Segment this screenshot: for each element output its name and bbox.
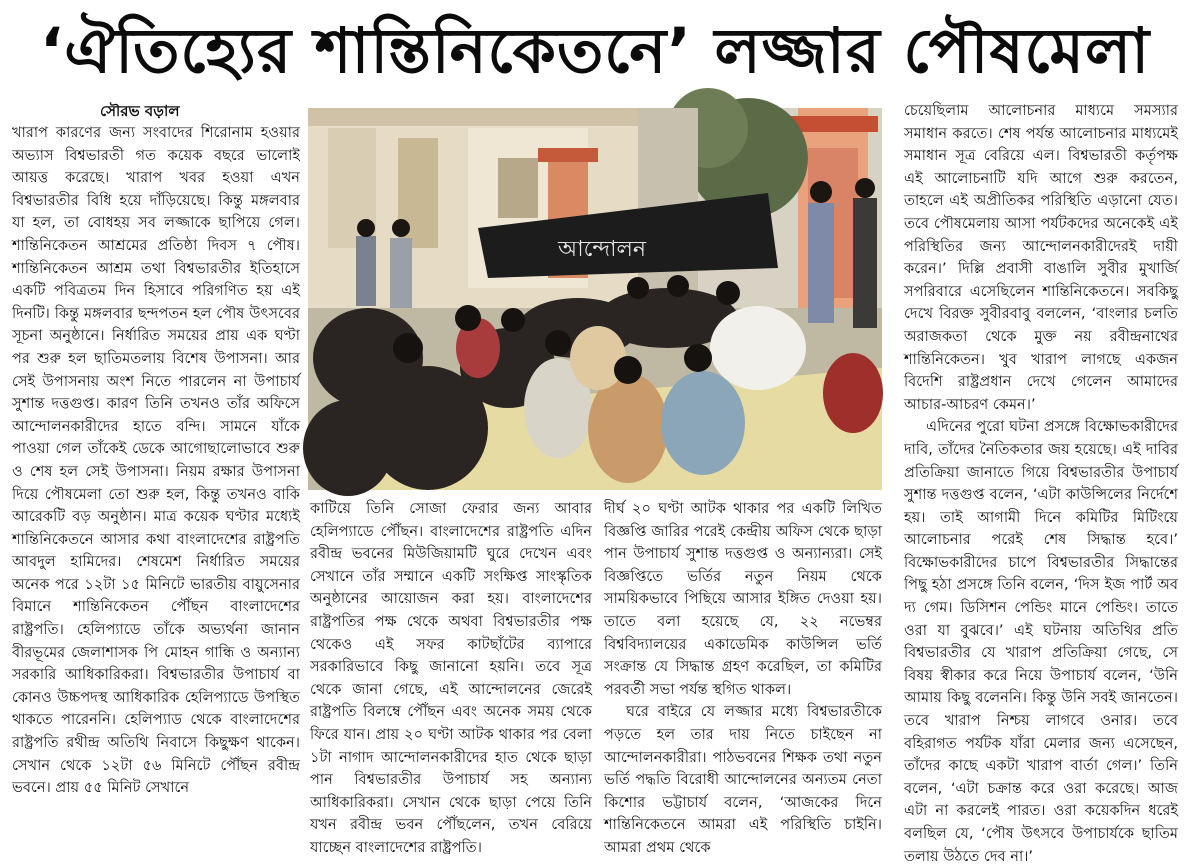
byline: সৌরভ বড়াল (100, 102, 180, 120)
article-column-3 (604, 498, 882, 856)
paragraph: চেয়েছিলাম আলোচনার মাধ্যমে সমস্যার সমাধান করতে। শেষ পর্যন্ত আলোচনার মাধ্যমেই সমাধান সূত্র বেরিয়ে এল। বিশ্বভারতী কর্তৃপক্ষ এই আলোচনাটি যদি আগে শুরু করতেন, তাহলে এই অপ্রীতিকর পরিস্থিতি এড়ানো যেত। তবে পৌষমেলায় আসা পর্যটকদের অনেকেই এই পরিস্থিতির জন্য আন্দোলনকারীদেরই দায়ী করেন।’ দিল্লি প্রবাসী বাঙালি সুবীর মুখার্জি সপরিবারে এসেছিলেন শান্তিনিকেতনে। সবকিছু দেখে বিরক্ত সুবীরবাবু বললেন, ‘বাংলার চলতি অরাজকতা থেকে মুক্ত নয় রবীন্দ্রনাথের শান্তিনিকেতন। খুব খারাপ লাগছে একজন বিদেশি রাষ্ট্রপ্রধান দেখে গেলেন আমাদের আচার-আচরণ কেমন।’ (904, 102, 1178, 413)
news-photo-sit-in-protest (308, 108, 882, 490)
paragraph: খারাপ কারণের জন্য সংবাদের শিরোনাম হওয়ার অভ্যাস বিশ্বভারতী গত কয়েক বছরে ভালোই আয়ত্ত করেছে। খারাপ খবর হওয়া এখন বিশ্বভারতীর বিধি হয়ে দাঁড়িয়েছে। কিন্তু মঙ্গলবার যা হল, তা বোধহয় সব লজ্জাকে ছাপিয়ে গেল। শান্তিনিকেতন আশ্রমের প্রতিষ্ঠা দিবস ৭ পৌষ। শান্তিনিকেতন আশ্রম তথা বিশ্বভারতীর ইতিহাসে একটি পবিত্রতম দিন হিসাবে পরিগণিত হয় এই দিনটি। কিন্তু মঙ্গলবার ছন্দপতন হল পৌষ উৎসবের সূচনা অনুষ্ঠানে। নির্ধারিত সময়ের প্রায় এক ঘণ্টা পর শুরু হল ছাতিমতলায় বিশেষ উপাসনা। আর সেই উপাসনায় অংশ নিতে পারলেন না উপাচার্য সুশান্ত দত্তগুপ্ত। কারণ তিনি তখনও তাঁর অফিসে আন্দোলনকারীদের হাতে বন্দি। সামনে যাঁকে পাওয়া গেল তাঁকেই ডেকে আগোছালোভাবে শুরু ও শেষ হল সেই উপাসনা। নিয়ম রক্ষার উপাসনা দিয়ে পৌষমেলা তো শুরু হল, কিন্তু তখনও বাকি আরেকটি বড় অনুষ্ঠান। মাত্র কয়েক ঘণ্টার মধ্যেই শান্তিনিকেতনে আসার কথা বাংলাদেশের রাষ্ট্রপতি আবদুল হামিদের। শেষমেশ নির্ধারিত সময়ের অনেক পরে ১২টা ১৫ মিনিটে ভারতীয় বায়ুসেনার বিমানে শান্তিনিকেতন পৌঁছন বাংলাদেশের রাষ্ট্রপতি। হেলিপ্যাডে তাঁকে অভ্যর্থনা জানান বীরভূমের জেলাশাসক পি মোহন গান্ধি ও অন্যান্য সরকারি আধিকারিকরা। বিশ্বভারতীর উপাচার্য বা কোনও উচ্চপদস্থ আধিকারিক হেলিপ্যাডে উপস্থিত থাকতে পারেননি। হেলিপ্যাড থেকে বাংলাদেশের রাষ্ট্রপতি রথীন্দ্র অতিথি নিবাসে কিছুক্ষণ থাকেন। সেখান থেকে ১২টা ৫৬ মিনিটে পৌঁছন রবীন্দ্র ভবনে। প্রায় ৫৫ মিনিট সেখানে (12, 124, 300, 797)
article-column-2 (310, 498, 592, 856)
paragraph: ঘরে বাইরে যে লজ্জার মধ্যে বিশ্বভারতীকে পড়তে হল তার দায় নিতে চাইছেন না আন্দোলনকারীরা। পাঠভবনের শিক্ষক তথা নতুন ভর্তি পদ্ধতি বিরোধী আন্দোলনের অন্যতম নেতা কিশোর ভট্টাচার্য বলেন, ‘আজকের দিনে শান্তিনিকেতনে আমরা এই পরিস্থিতি চাইনি। আমরা প্রথম থেকে (604, 703, 882, 856)
paragraph: কাটিয়ে তিনি সোজা ফেরার জন্য আবার হেলিপ্যাডে পৌঁছন। বাংলাদেশের রাষ্ট্রপতি এদিন রবীন্দ্র ভবনের মিউজিয়ামটি ঘুরে দেখেন এবং সেখানে তাঁর সম্মানে একটি সংক্ষিপ্ত সাংস্কৃতিক অনুষ্ঠানের আয়োজন করা হয়। বাংলাদেশের রাষ্ট্রপতির পক্ষ থেকে অথবা বিশ্বভারতীর পক্ষ থেকেও এই সফর কাটছাঁটের ব্যাপারে সরকারিভাবে কিছু জানানো হয়নি। তবে সূত্র থেকে জানা গেছে, এই আন্দোলনের জেরেই রাষ্ট্রপতি বিলম্বে পৌঁছন এবং অনেক সময় থেকে ফিরে যান। প্রায় ২০ ঘণ্টা আটক থাকার পর বেলা ১টা নাগাদ আন্দোলনকারীদের হাত থেকে ছাড়া পান বিশ্বভারতীর উপাচার্য সহ অন্যান্য আধিকারিকরা। সেখান থেকে ছাড়া পেয়ে তিনি যখন রবীন্দ্র ভবন পৌঁছলেন, তখন বেরিয়ে যাচ্ছেন বাংলাদেশের রাষ্ট্রপতি। (310, 500, 592, 856)
article-column-1 (12, 122, 300, 834)
banner-text: আন্দোলন (558, 237, 647, 262)
headline: ‘ঐতিহ্যের শান্তিনিকেতনে’ লজ্জার পৌষমেলা (39, 14, 1151, 87)
paragraph: দীর্ঘ ২০ ঘণ্টা আটক থাকার পর একটি লিখিত বিজ্ঞপ্তি জারির পরেই কেন্দ্রীয় অফিস থেকে ছাড়া পান উপাচার্য সুশান্ত দত্তগুপ্ত ও অন্যান্যরা। সেই বিজ্ঞপ্তিতে ভর্তির নতুন নিয়ম থেকে সাময়িকভাবে পিছিয়ে আসার ইঙ্গিত দেওয়া হয়। তাতে বলা হয়েছে যে, ২২ নভেম্বর বিশ্ববিদ্যালয়ের একাডেমিক কাউন্সিল ভর্তি সংক্রান্ত যে সিদ্ধান্ত গ্রহণ করেছিল, তা কমিটির পরবর্তী সভা পর্যন্ত স্থগিত থাকল। (604, 500, 882, 698)
paragraph: এদিনের পুরো ঘটনা প্রসঙ্গে বিক্ষোভকারীদের দাবি, তাঁদের নৈতিকতার জয় হয়েছে। এই দাবির প্রতিক্রিয়া জানাতে গিয়ে বিশ্বভারতীর উপাচার্য সুশান্ত দত্তগুপ্ত বলেন, ‘এটা কাউন্সিলের নির্দেশে হয়। তাই আগামী দিনে কমিটির মিটিংয়ে আলোচনার পরেই শেষ সিদ্ধান্ত হবে।’ বিক্ষোভকারীদের চাপে বিশ্বভারতীর সিদ্ধান্তের পিছু হঠা প্রসঙ্গে তিনি বলেন, ‘দিস ইজ পার্ট অব দ্য গেম। ডিসিশন পেন্ডিং মানে পেন্ডিং। তাতে ওরা যা বুঝবে।’ এই ঘটনায় অতিথির প্রতি বিশ্বভারতীর যে খারাপ প্রতিক্রিয়া গেছে, সে বিষয় স্বীকার করে নিয়ে উপাচার্য বলেন, ‘উনি আমায় কিছু বলেননি। কিন্তু উনি সবই জানতেন। তবে খারাপ নিশ্চয় লাগবে ওনার। তবে বহিরাগত পর্যটক যাঁরা মেলার জন্য এসেছেন, তাঁদের কাছে একটা খারাপ বার্তা গেল।’ তিনি বলেন, ‘এটা চক্রান্ত করে ওরা করেছে। আজ এটা না করলেই পারত। ওরা কয়েকদিন ধরেই বলছিল যে, ‘পৌষ উৎসবে উপাচার্যকে ছাতিম তলায় উঠতে দেব না।’ (904, 418, 1178, 865)
article-column-4 (904, 100, 1178, 865)
